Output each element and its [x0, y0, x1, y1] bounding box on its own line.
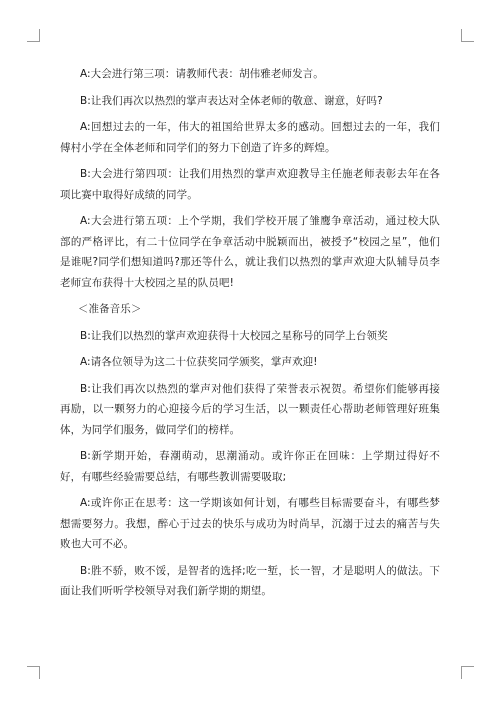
paragraph: B:胜不骄，败不馁，是智者的选择;吃一堑，长一智，才是聪明人的做法。下面让我们听听学校领导对我们新学期的期望。	[60, 564, 440, 597]
paragraph: A:回想过去的一年，伟大的祖国给世界太多的感动。回想过去的一年，我们傅村小学在全体老师和同学们的努力下创造了许多的辉煌。	[60, 121, 440, 154]
crop-mark-bottom-left	[27, 666, 40, 679]
paragraph: B:让我们再次以热烈的掌声对他们获得了荣誉表示祝贺。希望你们能够再接再励，以一颗努力的心迎接今后的学习生活，以一颗责任心帮助老师管理好班集体，为同学们服务，做同学们的榜样。	[60, 382, 440, 436]
paragraph: B:让我们以热烈的掌声欢迎获得十大校园之星称号的同学上台领奖	[79, 329, 388, 342]
paragraph: B:大会进行第四项：让我们用热烈的掌声欢迎教导主任施老师表彰去年在各项比赛中取得好成绩的同学。	[60, 168, 440, 201]
paragraph: A:请各位领导为这二十位获奖同学颁奖，掌声欢迎!	[79, 356, 318, 368]
paragraph: A:大会进行第五项：上个学期，我们学校开展了雏鹰争章活动，通过校大队部的严格评比，有二十位同学在争章活动中脱颖而出，被授予“校园之星”，他们是谁呢?同学们想知道吗?那还等什么，就让我们以热烈的掌声欢迎大队辅导员李老师宣布获得十大校园之星的队员吧!	[60, 215, 440, 289]
document-body	[60, 64, 440, 608]
crop-mark-bottom-right	[461, 666, 474, 679]
stage-direction: ＜准备音乐＞	[77, 303, 142, 315]
paragraph: B:新学期开始，春潮萌动，思潮涌动。或许你正在回味：上学期过得好不好，有哪些经验需要总结，有哪些教训需要吸取;	[60, 450, 440, 483]
crop-mark-top-right	[461, 29, 474, 42]
paragraph: B:让我们再次以热烈的掌声表达对全体老师的敬意、谢意，好吗?	[79, 94, 383, 107]
paragraph: A:大会进行第三项：请教师代表：胡伟雅老师发言。	[79, 68, 324, 80]
crop-mark-top-left	[27, 29, 40, 42]
paragraph: A:或许你正在思考：这一学期该如何计划，有哪些目标需要奋斗，有哪些梦想需要努力。我想，醉心于过去的快乐与成功为时尚早，沉溺于过去的痛苦与失败也大可不必。	[60, 497, 440, 550]
